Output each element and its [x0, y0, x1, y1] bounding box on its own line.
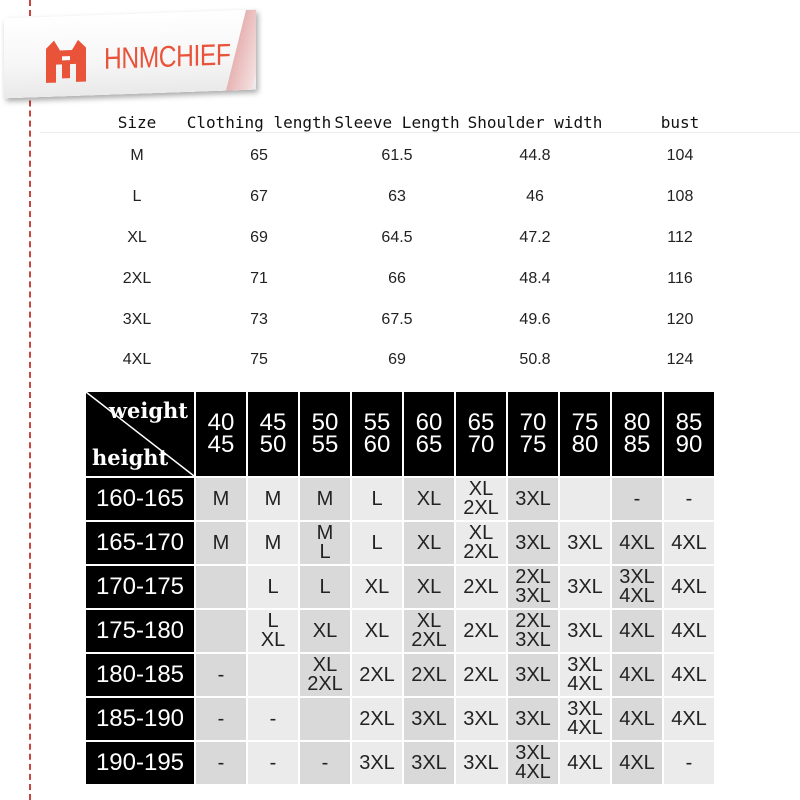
size-value: 4XL: [515, 761, 551, 783]
weight-range-value: 85: [623, 431, 651, 458]
size-cell: [664, 522, 714, 564]
weight-range-header: [664, 392, 714, 476]
size-cell: [560, 654, 610, 696]
cell-clothing-length: 73: [250, 310, 268, 328]
cell-size: 4XL: [122, 351, 152, 369]
size-cell: [508, 522, 558, 564]
cell-clothing-length: 71: [250, 269, 268, 287]
dashed-guide-line: [29, 0, 31, 800]
size-cell: [612, 522, 662, 564]
cell-clothing-length: 67: [250, 188, 268, 206]
weight-range-value: 90: [675, 431, 703, 458]
height-row: [86, 698, 714, 740]
brand-banner: [4, 10, 256, 99]
size-cell: [300, 654, 350, 696]
size-value: M: [316, 487, 334, 510]
weight-range-value: 75: [519, 431, 547, 458]
weight-range-value: 60: [415, 409, 443, 436]
size-cell: [300, 698, 350, 740]
weight-range-header: [456, 392, 506, 476]
size-value: 4XL: [619, 531, 655, 554]
cell-sleeve-length: 63: [388, 188, 406, 206]
size-value: M: [264, 531, 282, 554]
weight-range-header: [300, 392, 350, 476]
size-value: 3XL: [515, 585, 551, 607]
size-value: 3XL: [567, 698, 603, 720]
size-value: XL: [364, 575, 390, 598]
size-value: 4XL: [671, 619, 707, 642]
lion-head-logo-icon: [42, 37, 90, 85]
header-sleeve-length: Sleeve Length: [334, 112, 460, 132]
size-value: -: [217, 663, 225, 686]
measurement-header-row: [90, 108, 750, 136]
weight-range-value: 50: [311, 409, 339, 436]
size-cell: [352, 478, 402, 520]
weight-range-value: 45: [207, 431, 235, 458]
size-cell: [664, 610, 714, 652]
size-cell: [352, 698, 402, 740]
size-value: XL: [312, 619, 338, 642]
size-cell: [664, 566, 714, 608]
height-row: [86, 610, 714, 652]
size-value: 2XL: [307, 673, 343, 695]
size-cell: [248, 698, 298, 740]
size-cell: [404, 654, 454, 696]
cell-size: XL: [127, 228, 147, 246]
height-range-label: 170-175: [86, 566, 194, 608]
size-value: -: [269, 707, 277, 730]
size-value: XL: [416, 575, 442, 598]
weight-range-value: 70: [467, 431, 495, 458]
size-cell: [612, 742, 662, 784]
size-cell: [248, 566, 298, 608]
cell-shoulder-width: 49.6: [519, 310, 551, 328]
size-value: XL: [468, 478, 494, 500]
size-value: M: [212, 487, 230, 510]
size-value: 3XL: [567, 654, 603, 676]
size-cell: [508, 478, 558, 520]
size-value: 2XL: [411, 629, 447, 651]
cell-shoulder-width: 46: [526, 188, 544, 206]
size-value: -: [269, 751, 277, 774]
size-value: 3XL: [411, 707, 447, 730]
weight-range-value: 75: [571, 409, 599, 436]
size-cell: [560, 742, 610, 784]
header-size: Size: [117, 112, 157, 132]
size-cell: [560, 478, 610, 520]
height-range-label: 185-190: [86, 698, 194, 740]
size-value: 4XL: [567, 673, 603, 695]
size-cell: [612, 654, 662, 696]
cell-bust: 124: [666, 351, 694, 369]
height-range-label: 165-170: [86, 522, 194, 564]
size-cell: [456, 742, 506, 784]
size-cell: [300, 610, 350, 652]
size-cell: [456, 654, 506, 696]
size-cell: [560, 698, 610, 740]
size-value: 2XL: [515, 566, 551, 588]
size-value: 2XL: [463, 619, 499, 642]
size-cell: [300, 478, 350, 520]
size-value: 3XL: [359, 751, 395, 774]
size-value: 2XL: [359, 663, 395, 686]
cell-bust: 108: [666, 188, 694, 206]
cell-sleeve-length: 67.5: [381, 310, 413, 328]
cell-shoulder-width: 44.8: [519, 147, 551, 165]
cell-bust: 116: [667, 269, 693, 287]
size-cell: [456, 566, 506, 608]
size-cell: [508, 566, 558, 608]
cell-size: 2XL: [122, 269, 152, 287]
cell-bust: 120: [666, 310, 694, 328]
measurement-row: [90, 299, 750, 340]
height-range-label: 175-180: [86, 610, 194, 652]
size-value: 2XL: [463, 497, 499, 519]
measurement-row: [90, 258, 750, 299]
cell-shoulder-width: 48.4: [519, 269, 551, 287]
size-value: XL: [260, 629, 286, 651]
size-cell: [404, 742, 454, 784]
size-value: 2XL: [411, 663, 447, 686]
size-cell: [456, 522, 506, 564]
size-cell: [248, 610, 298, 652]
size-value: 3XL: [411, 751, 447, 774]
size-cell: [508, 698, 558, 740]
cell-clothing-length: 65: [250, 147, 268, 165]
size-value: -: [633, 487, 641, 510]
size-cell: [352, 742, 402, 784]
size-cell: [196, 654, 246, 696]
size-cell: [352, 522, 402, 564]
size-cell: [508, 610, 558, 652]
size-value: 4XL: [619, 619, 655, 642]
size-value: XL: [416, 487, 442, 510]
size-value: 3XL: [463, 707, 499, 730]
size-value: 4XL: [619, 751, 655, 774]
size-value: 4XL: [619, 663, 655, 686]
size-value: 3XL: [567, 531, 603, 554]
height-row: [86, 478, 714, 520]
size-value: 2XL: [463, 541, 499, 563]
size-value: L: [371, 531, 383, 554]
size-cell: [196, 742, 246, 784]
grid-corner: [86, 392, 194, 476]
size-cell: [404, 566, 454, 608]
size-value: L: [371, 487, 383, 510]
weight-range-value: 85: [675, 409, 703, 436]
cell-sleeve-length: 61.5: [381, 147, 413, 165]
corner-height-label: height: [92, 445, 169, 470]
size-value: 2XL: [463, 663, 499, 686]
cell-shoulder-width: 47.2: [519, 228, 551, 246]
height-row: [86, 654, 714, 696]
size-value: XL: [312, 654, 338, 676]
size-value: M: [264, 487, 282, 510]
size-value: 4XL: [619, 585, 655, 607]
size-cell: [612, 610, 662, 652]
weight-range-value: 60: [363, 431, 391, 458]
size-cell: [404, 478, 454, 520]
size-cell: [456, 698, 506, 740]
height-row: [86, 566, 714, 608]
weight-range-value: 40: [207, 409, 235, 436]
size-cell: [664, 478, 714, 520]
size-cell: [664, 698, 714, 740]
size-value: -: [685, 751, 693, 774]
size-value: -: [217, 707, 225, 730]
measurement-row: [90, 218, 750, 259]
weight-range-header: [612, 392, 662, 476]
weight-range-value: 80: [571, 431, 599, 458]
size-cell: [352, 654, 402, 696]
weight-range-header: [560, 392, 610, 476]
size-value: 3XL: [515, 487, 551, 510]
weight-range-value: 50: [259, 431, 287, 458]
size-value: 3XL: [619, 566, 655, 588]
size-cell: [508, 654, 558, 696]
size-value: 3XL: [515, 707, 551, 730]
size-value: M: [212, 531, 230, 554]
weight-range-value: 55: [363, 409, 391, 436]
size-cell: [300, 566, 350, 608]
size-value: 3XL: [463, 751, 499, 774]
size-cell: [560, 522, 610, 564]
cell-bust: 112: [667, 228, 693, 246]
weight-range-header: [248, 392, 298, 476]
size-value: XL: [416, 531, 442, 554]
size-value: 3XL: [515, 531, 551, 554]
header-shoulder-width: Shoulder width: [467, 112, 603, 132]
weight-height-size-grid: [84, 390, 716, 786]
size-value: L: [319, 575, 331, 598]
size-value: L: [267, 610, 279, 632]
size-cell: [612, 566, 662, 608]
size-cell: [196, 478, 246, 520]
weight-header-row: [86, 392, 714, 476]
size-cell: [300, 742, 350, 784]
height-row: [86, 522, 714, 564]
measurement-row: [90, 136, 750, 177]
size-cell: [248, 478, 298, 520]
size-value: XL: [468, 522, 494, 544]
weight-range-value: 80: [623, 409, 651, 436]
weight-range-value: 45: [259, 409, 287, 436]
weight-range-value: 65: [467, 409, 495, 436]
size-value: -: [321, 751, 329, 774]
cell-sleeve-length: 64.5: [381, 228, 413, 246]
weight-range-value: 70: [519, 409, 547, 436]
weight-range-header: [508, 392, 558, 476]
height-range-label: 160-165: [86, 478, 194, 520]
height-range-label: 180-185: [86, 654, 194, 696]
size-cell: [612, 478, 662, 520]
cell-clothing-length: 75: [250, 351, 268, 369]
size-value: 4XL: [567, 717, 603, 739]
size-cell: [352, 566, 402, 608]
size-value: L: [319, 541, 331, 563]
size-cell: [508, 742, 558, 784]
height-row: [86, 742, 714, 784]
size-value: 2XL: [359, 707, 395, 730]
size-cell: [352, 610, 402, 652]
size-cell: [560, 610, 610, 652]
size-cell: [404, 610, 454, 652]
weight-range-header: [352, 392, 402, 476]
size-cell: [404, 698, 454, 740]
measurement-row: [90, 177, 750, 218]
size-cell: [664, 742, 714, 784]
cell-sleeve-length: 69: [388, 351, 406, 369]
size-value: 4XL: [619, 707, 655, 730]
size-value: XL: [416, 610, 442, 632]
cell-size: M: [130, 147, 144, 165]
weight-range-header: [196, 392, 246, 476]
measurement-row: [90, 340, 750, 381]
size-value: -: [685, 487, 693, 510]
cell-bust: 104: [666, 147, 694, 165]
size-cell: [300, 522, 350, 564]
size-value: 3XL: [515, 629, 551, 651]
size-cell: [560, 566, 610, 608]
size-value: 3XL: [515, 663, 551, 686]
size-cell: [612, 698, 662, 740]
size-value: L: [267, 575, 279, 598]
size-cell: [664, 654, 714, 696]
size-cell: [404, 522, 454, 564]
corner-weight-label: weight: [108, 398, 188, 423]
cell-size: 3XL: [122, 310, 152, 328]
size-value: 4XL: [671, 663, 707, 686]
size-value: 3XL: [567, 619, 603, 642]
weight-range-value: 65: [415, 431, 443, 458]
cell-shoulder-width: 50.8: [519, 351, 551, 369]
header-bust: bust: [660, 112, 700, 132]
size-cell: [248, 742, 298, 784]
size-cell: [456, 478, 506, 520]
size-value: 2XL: [463, 575, 499, 598]
size-cell: [248, 522, 298, 564]
measurement-table: [90, 108, 750, 381]
cell-sleeve-length: 66: [388, 269, 406, 287]
header-clothing-length: Clothing length: [186, 112, 332, 132]
brand-name: HNMCHIEF: [104, 38, 231, 76]
size-value: M: [316, 522, 334, 544]
size-cell: [196, 522, 246, 564]
size-cell: [196, 566, 246, 608]
size-cell: [248, 654, 298, 696]
height-range-label: 190-195: [86, 742, 194, 784]
size-value: 3XL: [515, 742, 551, 764]
cell-size: L: [132, 188, 142, 206]
size-value: 4XL: [567, 751, 603, 774]
size-value: 4XL: [671, 531, 707, 554]
weight-range-value: 55: [311, 431, 339, 458]
size-value: 2XL: [515, 610, 551, 632]
size-value: 4XL: [671, 575, 707, 598]
cell-clothing-length: 69: [250, 228, 268, 246]
size-cell: [196, 610, 246, 652]
size-value: 3XL: [567, 575, 603, 598]
size-cell: [196, 698, 246, 740]
size-value: -: [217, 751, 225, 774]
weight-range-header: [404, 392, 454, 476]
size-value: XL: [364, 619, 390, 642]
size-value: 4XL: [671, 707, 707, 730]
size-cell: [456, 610, 506, 652]
